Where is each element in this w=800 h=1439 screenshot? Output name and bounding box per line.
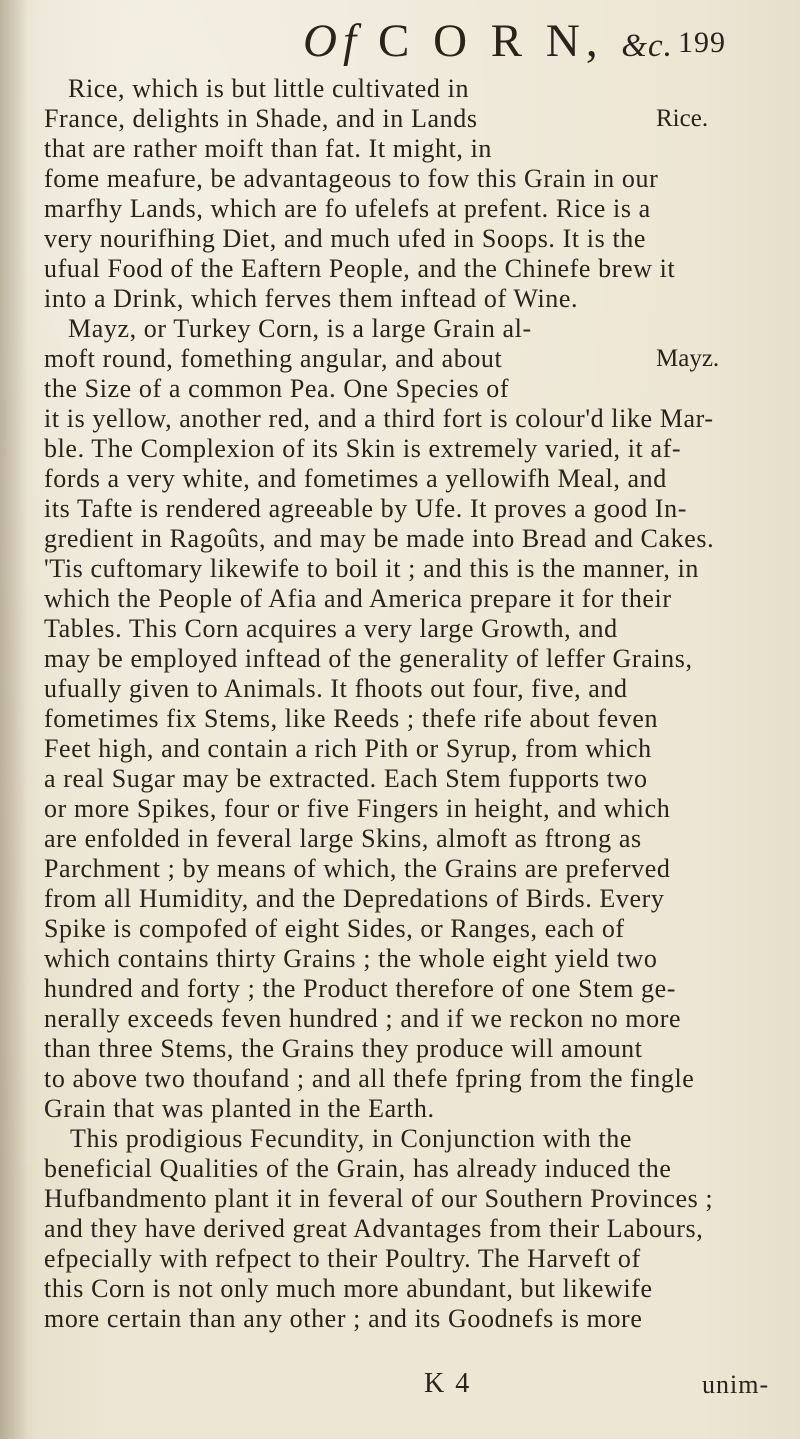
text-line-34: to above two thoufand ; and all thefe fpring from the fingle bbox=[44, 1064, 695, 1093]
text-line-42: more certain than any other ; and its Goodnefs is more bbox=[44, 1304, 643, 1333]
running-head bbox=[303, 14, 673, 68]
text-line-36: This prodigious Fecundity, in Conjunction with the bbox=[70, 1124, 633, 1153]
text-line-25: or more Spikes, four or five Fingers in height, and which bbox=[44, 794, 671, 823]
text-line-41: this Corn is not only much more abundant, but likewife bbox=[44, 1274, 653, 1303]
margin-note-rice: Rice. bbox=[656, 105, 709, 132]
text-line-12: it is yellow, another red, and a third fort is colour'd like Mar- bbox=[44, 404, 714, 433]
signature-mark: K 4 bbox=[424, 1368, 472, 1399]
text-line-6: very nourifhing Diet, and much ufed in Soops. It is the bbox=[44, 224, 647, 253]
text-line-39: and they have derived great Advantages from their Labours, bbox=[44, 1214, 704, 1243]
text-line-30: which contains thirty Grains ; the whole eight yield two bbox=[44, 944, 658, 973]
text-line-19: Tables. This Corn acquires a very large Growth, and bbox=[44, 614, 618, 643]
text-line-16: gredient in Ragoûts, and may be made into Bread and Cakes. bbox=[44, 524, 715, 553]
text-line-31: hundred and forty ; the Product therefore of one Stem ge- bbox=[44, 974, 677, 1003]
text-line-2: France, delights in Shade, and in Lands bbox=[44, 104, 478, 133]
text-line-9: Mayz, or Turkey Corn, is a large Grain al- bbox=[68, 314, 532, 343]
text-line-5: marfhy Lands, which are fo ufelefs at prefent. Rice is a bbox=[44, 194, 651, 223]
text-line-7: ufual Food of the Eaftern People, and the Chinefe brew it bbox=[44, 254, 676, 283]
text-line-1: Rice, which is but little cultivated in bbox=[68, 74, 470, 103]
text-line-32: nerally exceeds feven hundred ; and if we reckon no more bbox=[44, 1004, 682, 1033]
text-line-27: Parchment ; by means of which, the Grains are preferved bbox=[44, 854, 671, 883]
text-line-14: fords a very white, and fometimes a yellowifh Meal, and bbox=[44, 464, 667, 493]
margin-note-mayz: Mayz. bbox=[656, 345, 720, 372]
text-line-8: into a Drink, which ferves them inftead of Wine. bbox=[44, 284, 579, 313]
text-line-20: may be employed inftead of the generality of leffer Grains, bbox=[44, 644, 693, 673]
text-line-35: Grain that was planted in the Earth. bbox=[44, 1094, 435, 1123]
text-line-40: efpecially with refpect to their Poultry. The Harveft of bbox=[44, 1244, 641, 1273]
running-head-etc: &c. bbox=[621, 28, 673, 64]
text-line-37: beneficial Qualities of the Grain, has already induced the bbox=[44, 1154, 672, 1183]
text-line-11: the Size of a common Pea. One Species of bbox=[44, 374, 510, 403]
text-line-21: ufually given to Animals. It fhoots out four, five, and bbox=[44, 674, 628, 703]
gutter-shadow bbox=[0, 0, 28, 1439]
text-line-29: Spike is compofed of eight Sides, or Ranges, each of bbox=[44, 914, 625, 943]
text-line-26: are enfolded in feveral large Skins, almoft as ftrong as bbox=[44, 824, 642, 853]
running-head-of: Of bbox=[303, 15, 362, 67]
text-line-4: fome meafure, be advantageous to fow this Grain in our bbox=[44, 164, 659, 193]
text-line-38: Hufbandmento plant it in feveral of our Southern Provinces ; bbox=[44, 1184, 714, 1213]
text-line-17: 'Tis cuftomary likewife to boil it ; and this is the manner, in bbox=[44, 554, 700, 583]
text-line-18: which the People of Afia and America prepare it for their bbox=[44, 584, 672, 613]
text-line-24: a real Sugar may be extracted. Each Stem fupports two bbox=[44, 764, 648, 793]
text-line-3: that are rather moift than fat. It might, in bbox=[44, 134, 493, 163]
page-header bbox=[0, 14, 800, 74]
text-line-13: ble. The Complexion of its Skin is extremely varied, it af- bbox=[44, 434, 682, 463]
text-line-10: moft round, fomething angular, and about bbox=[44, 344, 503, 373]
page-number: 199 bbox=[678, 26, 726, 59]
running-head-title: C O R N, bbox=[378, 15, 604, 67]
text-line-28: from all Humidity, and the Depredations of Birds. Every bbox=[44, 884, 665, 913]
text-line-15: its Tafte is rendered agreeable by Ufe. It proves a good In- bbox=[44, 494, 688, 523]
text-line-22: fometimes fix Stems, like Reeds ; thefe rife about feven bbox=[44, 704, 659, 733]
catchword: unim- bbox=[702, 1370, 770, 1399]
text-line-23: Feet high, and contain a rich Pith or Syrup, from which bbox=[44, 734, 652, 763]
text-line-33: than three Stems, the Grains they produce will amount bbox=[44, 1034, 643, 1063]
